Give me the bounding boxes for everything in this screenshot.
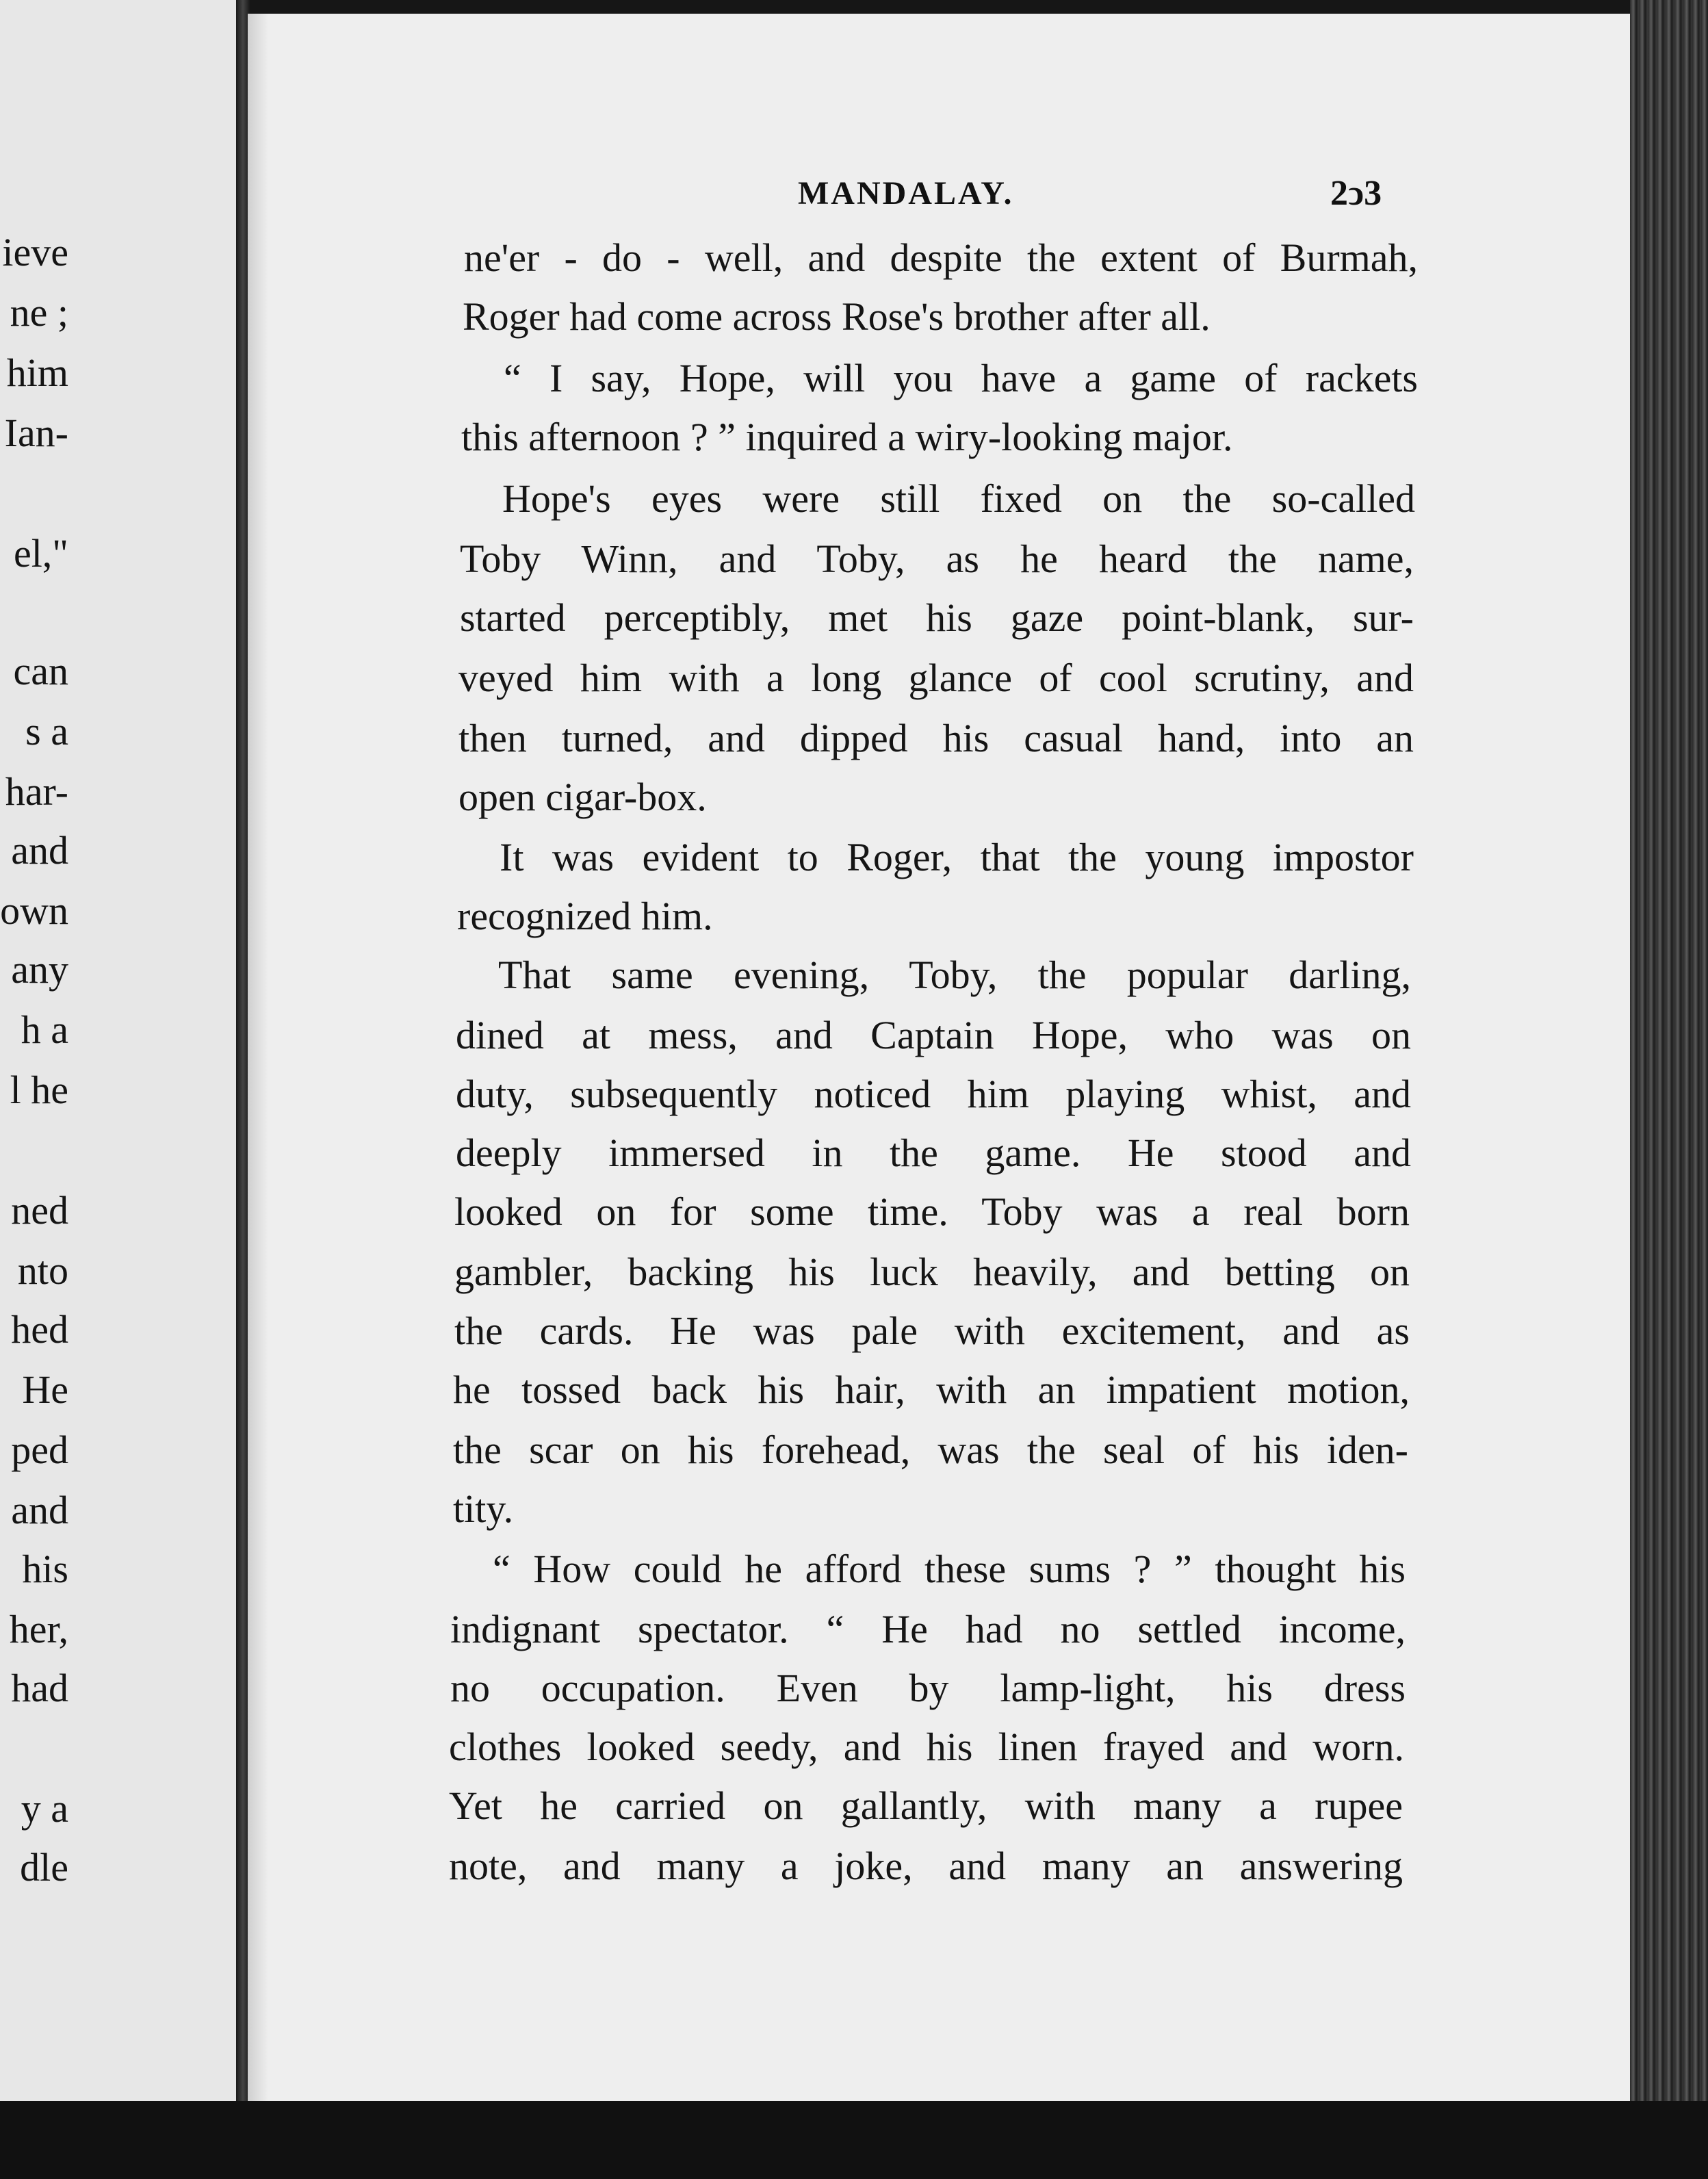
previous-page-fragment: and bbox=[11, 828, 68, 873]
previous-page-fragment: h a bbox=[21, 1007, 68, 1052]
previous-page-fragment: any bbox=[11, 947, 68, 992]
running-title: MANDALAY. bbox=[798, 175, 1014, 211]
previous-page-fragment: can bbox=[13, 649, 68, 693]
text-line: Toby Winn, and Toby, as he heard the name, bbox=[460, 537, 1414, 581]
text-line: then turned, and dipped his casual hand, into an bbox=[458, 716, 1414, 760]
previous-page-fragment: ned bbox=[11, 1188, 68, 1233]
text-line: “ I say, Hope, will you have a game of rackets bbox=[504, 356, 1418, 400]
text-line: note, and many a joke, and many an answering bbox=[449, 1844, 1403, 1888]
text-line: recognized him. bbox=[457, 894, 713, 938]
previous-page-fragment: He bbox=[22, 1367, 68, 1412]
previous-page-fragment: him bbox=[6, 350, 68, 395]
previous-page-fragment: ped bbox=[11, 1428, 68, 1472]
previous-page-fragment: har- bbox=[5, 769, 68, 814]
previous-page-edge bbox=[0, 0, 236, 2101]
text-line: It was evident to Roger, that the young impostor bbox=[500, 835, 1414, 879]
text-line: “ How could he afford these sums ? ” thought his bbox=[493, 1547, 1406, 1591]
text-line: he tossed back his hair, with an impatient motion, bbox=[453, 1367, 1410, 1412]
text-line: Roger had come across Rose's brother after all. bbox=[463, 294, 1211, 339]
text-line: veyed him with a long glance of cool scrutiny, and bbox=[458, 656, 1414, 700]
previous-page-fragment: her, bbox=[9, 1607, 68, 1651]
scan-bottom-border bbox=[0, 2101, 1708, 2179]
book-page bbox=[248, 14, 1630, 2132]
text-line: That same evening, Toby, the popular darling, bbox=[498, 953, 1411, 997]
previous-page-fragment: hed bbox=[11, 1307, 68, 1352]
text-line: this afternoon ? ” inquired a wiry-looking major. bbox=[461, 415, 1233, 459]
text-line: indignant spectator. “ He had no settled income, bbox=[450, 1607, 1406, 1651]
text-line: open cigar-box. bbox=[458, 775, 707, 819]
text-line: dined at mess, and Captain Hope, who was on bbox=[456, 1013, 1411, 1057]
previous-page-fragment: nto bbox=[17, 1248, 68, 1293]
text-line: duty, subsequently noticed him playing whist, and bbox=[456, 1072, 1411, 1116]
previous-page-fragment: and bbox=[11, 1488, 68, 1532]
text-line: the cards. He was pale with excitement, and as bbox=[454, 1308, 1410, 1353]
previous-page-fragment: el," bbox=[13, 531, 68, 576]
previous-page-fragment: his bbox=[22, 1547, 68, 1591]
previous-page-fragment: l he bbox=[10, 1068, 68, 1112]
page-number: 2ↄ3 bbox=[1330, 174, 1382, 213]
text-line: ne'er - do - well, and despite the extent of Burmah, bbox=[464, 235, 1418, 280]
previous-page-fragment: had bbox=[11, 1666, 68, 1710]
previous-page-fragment: Ian- bbox=[4, 411, 68, 455]
text-line: started perceptibly, met his gaze point-blank, sur- bbox=[460, 595, 1414, 640]
previous-page-fragment: y a bbox=[21, 1786, 68, 1831]
text-line: gambler, backing his luck heavily, and betting on bbox=[454, 1250, 1410, 1294]
text-line: looked on for some time. Toby was a real born bbox=[454, 1189, 1410, 1234]
previous-page-fragment: dle bbox=[20, 1845, 68, 1890]
previous-page-fragment: s a bbox=[25, 709, 68, 753]
page-edges-stack bbox=[1630, 0, 1708, 2179]
previous-page-text bbox=[0, 0, 68, 2101]
text-line: clothes looked seedy, and his linen frayed and worn. bbox=[449, 1725, 1404, 1769]
previous-page-fragment: ieve bbox=[2, 230, 68, 274]
previous-page-fragment: ne ; bbox=[10, 290, 68, 335]
text-line: Hope's eyes were still fixed on the so-called bbox=[502, 476, 1415, 521]
text-line: the scar on his forehead, was the seal of his iden- bbox=[453, 1428, 1408, 1472]
text-line: Yet he carried on gallantly, with many a rupee bbox=[449, 1783, 1403, 1828]
previous-page-fragment: own bbox=[0, 888, 68, 933]
running-head bbox=[248, 170, 1630, 218]
text-line: tity. bbox=[453, 1486, 514, 1531]
text-line: deeply immersed in the game. He stood and bbox=[456, 1131, 1411, 1175]
text-line: no occupation. Even by lamp-light, his dress bbox=[450, 1666, 1406, 1710]
